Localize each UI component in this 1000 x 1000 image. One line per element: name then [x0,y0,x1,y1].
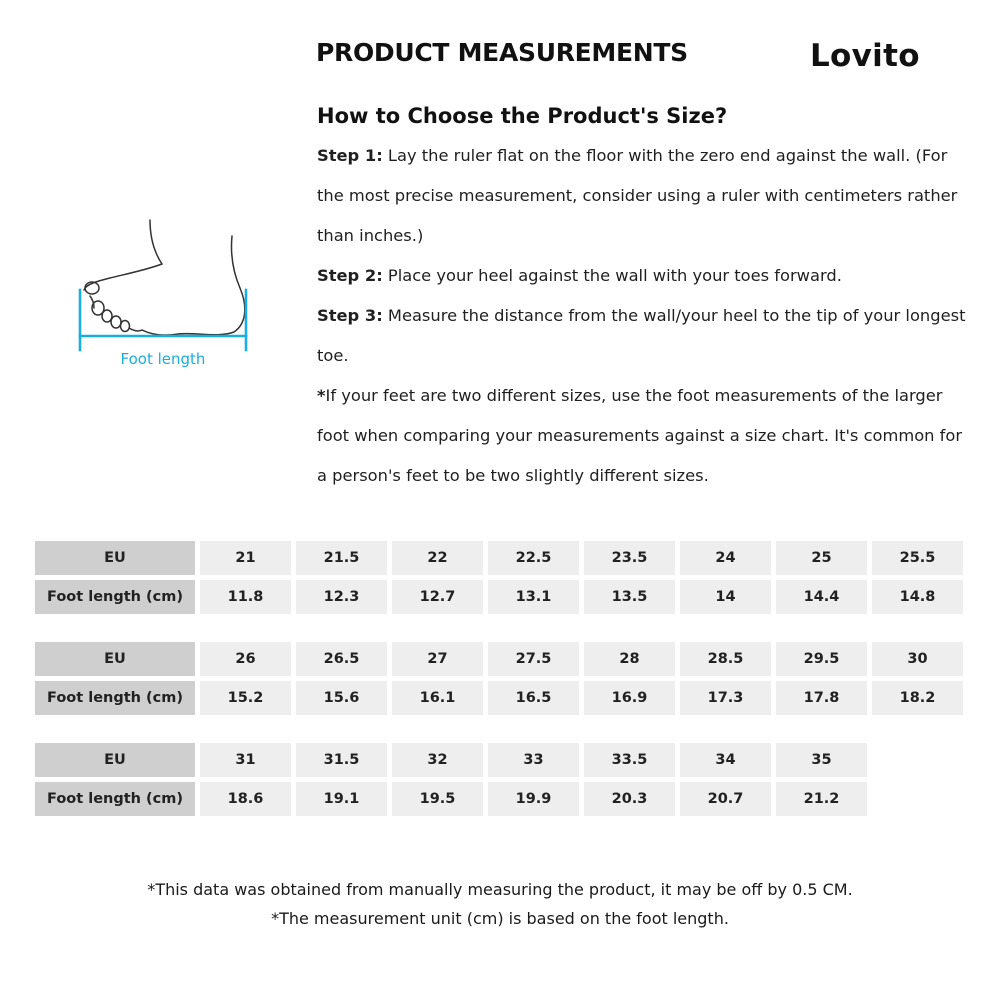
foot-length-cell: 17.3 [680,681,771,715]
eu-row [35,541,963,575]
step-3-label: Step 3: [317,306,383,325]
eu-cell: 22.5 [488,541,579,575]
size-guide [317,104,967,496]
foot-length-cell: 18.6 [200,782,291,816]
foot-length-cell: 19.1 [296,782,387,816]
foot-length-cell: 16.5 [488,681,579,715]
foot-length-row [35,782,963,816]
footnote-accuracy: *This data was obtained from manually measuring the product, it may be off by 0.5 CM. [147,880,853,899]
foot-length-cell: 16.1 [392,681,483,715]
foot-length-cell: 15.6 [296,681,387,715]
eu-header: EU [35,642,195,676]
foot-length-cell: 15.2 [200,681,291,715]
eu-cell: 33.5 [584,743,675,777]
eu-header: EU [35,743,195,777]
foot-length-cell: 14 [680,580,771,614]
foot-length-cell: 17.8 [776,681,867,715]
eu-cell: 33 [488,743,579,777]
eu-cell: 27 [392,642,483,676]
eu-cell: 26 [200,642,291,676]
page-title: PRODUCT MEASUREMENTS [316,38,688,67]
size-table-2 [30,637,968,720]
foot-length-cell: 20.7 [680,782,771,816]
foot-length-row [35,681,963,715]
eu-row [35,743,963,777]
guide-heading: How to Choose the Product's Size? [317,104,728,128]
eu-cell: 28.5 [680,642,771,676]
eu-cell: 35 [776,743,867,777]
eu-cell: 24 [680,541,771,575]
foot-length-cell: 21.2 [776,782,867,816]
eu-cell: 25.5 [872,541,963,575]
foot-length-header: Foot length (cm) [35,782,195,816]
eu-cell: 31 [200,743,291,777]
step-1-text: Lay the ruler flat on the floor with the zero end against the wall. (For the most precise measurement, consider using a ruler with centimeters rather than inches.) [317,146,958,245]
note-mark: * [317,386,326,405]
foot-length-header: Foot length (cm) [35,580,195,614]
eu-cell: 21 [200,541,291,575]
empty-cell [872,782,963,816]
step-1 [317,136,967,256]
eu-header: EU [35,541,195,575]
foot-length-cell: 14.8 [872,580,963,614]
foot-length-cell: 19.9 [488,782,579,816]
step-3 [317,296,967,376]
eu-cell: 29.5 [776,642,867,676]
foot-length-cell: 12.7 [392,580,483,614]
foot-length-cell: 13.5 [584,580,675,614]
step-3-text: Measure the distance from the wall/your heel to the tip of your longest toe. [317,306,966,365]
size-table-3 [30,738,968,821]
foot-length-cell: 20.3 [584,782,675,816]
step-1-label: Step 1: [317,146,383,165]
foot-length-cell: 18.2 [872,681,963,715]
foot-length-label: Foot length [120,350,206,368]
eu-cell: 26.5 [296,642,387,676]
eu-cell: 27.5 [488,642,579,676]
foot-length-row [35,580,963,614]
foot-length-cell: 13.1 [488,580,579,614]
note-text: If your feet are two different sizes, use the foot measurements of the larger foot when comparing your measurements against a size chart. It's common for a person's feet to be two slightly different sizes. [317,386,963,485]
eu-cell: 31.5 [296,743,387,777]
foot-length-cell: 16.9 [584,681,675,715]
foot-length-cell: 19.5 [392,782,483,816]
footnote-unit: *The measurement unit (cm) is based on the foot length. [271,909,729,928]
eu-cell: 25 [776,541,867,575]
step-2 [317,256,967,296]
step-2-label: Step 2: [317,266,383,285]
size-table-1 [30,536,968,619]
eu-cell: 28 [584,642,675,676]
step-2-text: Place your heel against the wall with your toes forward. [382,266,842,285]
eu-cell: 30 [872,642,963,676]
eu-cell: 22 [392,541,483,575]
empty-cell [872,743,963,777]
foot-length-cell: 11.8 [200,580,291,614]
brand-logo: Lovito [810,38,920,74]
eu-row [35,642,963,676]
eu-cell: 32 [392,743,483,777]
eu-cell: 34 [680,743,771,777]
eu-cell: 21.5 [296,541,387,575]
foot-length-cell: 12.3 [296,580,387,614]
foot-length-header: Foot length (cm) [35,681,195,715]
different-sizes-note [317,376,967,496]
foot-length-cell: 14.4 [776,580,867,614]
eu-cell: 23.5 [584,541,675,575]
